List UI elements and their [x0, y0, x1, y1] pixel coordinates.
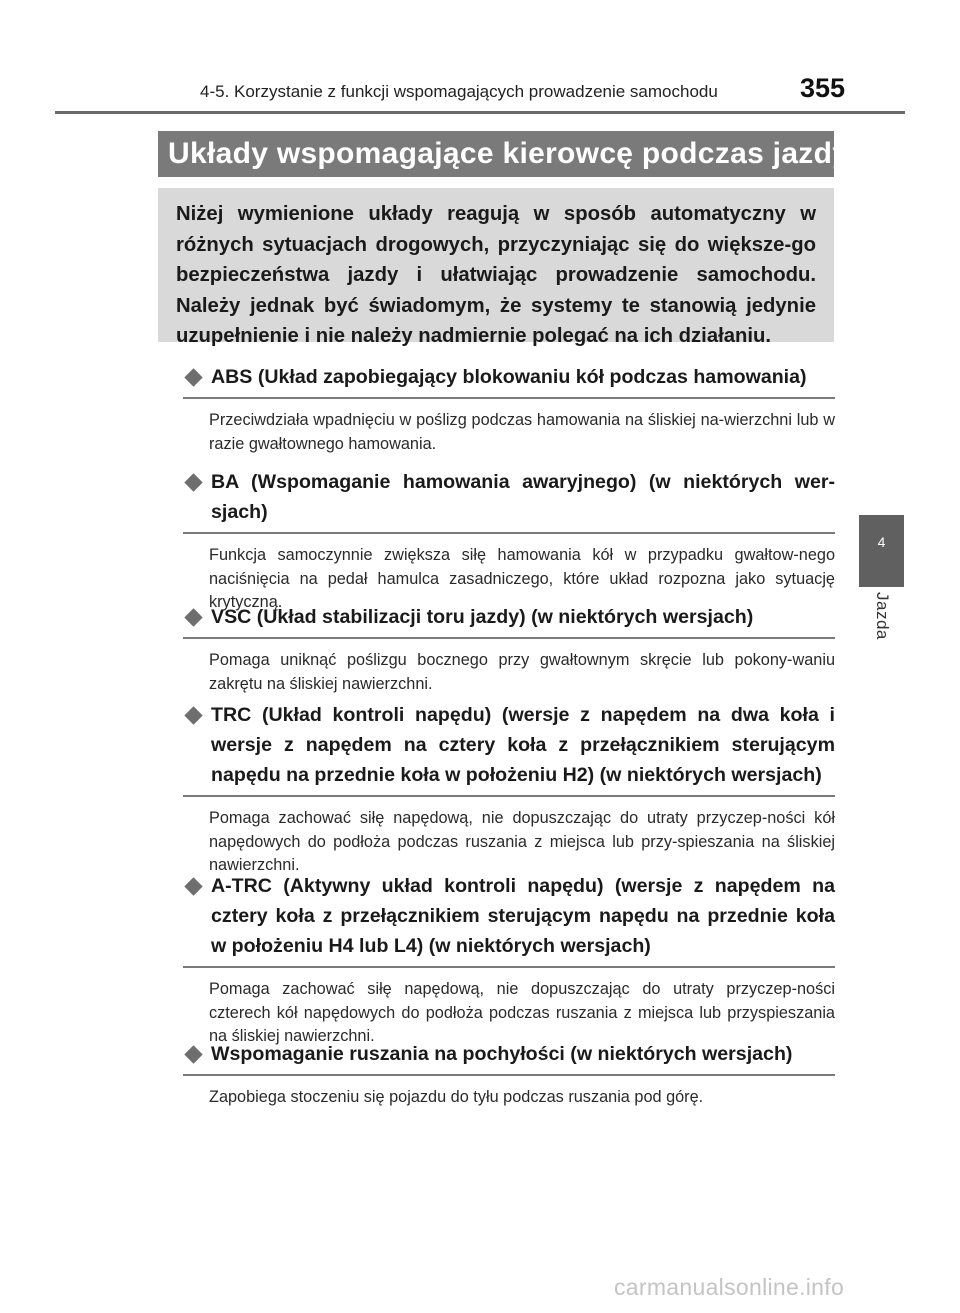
section-hill-start	[183, 1039, 835, 1110]
section-divider	[183, 397, 835, 399]
section-heading	[183, 362, 835, 392]
section-body: Pomaga zachować siłę napędową, nie dopuszczając do utraty przyczep-ności kół napędowych do podłoża podczas ruszania z miejsca lub przy-spieszania na śliskiej nawierzchni.	[209, 809, 835, 874]
diamond-bullet-icon	[184, 706, 202, 724]
intro-box	[158, 188, 834, 348]
chapter-tab: 4	[859, 515, 904, 587]
section-heading	[183, 700, 835, 790]
section-ba	[183, 467, 835, 615]
header-rule	[55, 111, 905, 114]
section-divider	[183, 1074, 835, 1076]
section-vsc	[183, 602, 835, 696]
section-heading-text: A-TRC (Aktywny układ kontroli napędu) (wersje z napędem na cztery koła z przełącznikiem sterującym napędu na przednie koła w położeniu H4 lub L4) (w niektórych wersjach)	[211, 875, 835, 957]
section-body: Pomaga zachować siłę napędową, nie dopuszczając do utraty przyczep-ności czterech kół napędowych do podłoża podczas ruszania z miejsca lub przyspieszania na śliskiej nawierzchni.	[209, 980, 835, 1045]
section-divider	[183, 795, 835, 797]
diamond-bullet-icon	[184, 877, 202, 895]
section-divider	[183, 637, 835, 639]
intro-text: Niżej wymienione układy reagują w sposób automatyczny w różnych sytuacjach drogowych, przyczyniając się do większe-go bezpieczeństwa jazdy i ułatwiając prowadzenie samochodu. Należy jednak być świadomym, że systemy te stanowią jedynie uzupełnienie i nie należy nadmiernie polegać na ich działaniu.	[176, 203, 816, 348]
diamond-bullet-icon	[184, 608, 202, 626]
section-body: Funkcja samoczynnie zwiększa siłę hamowania kół w przypadku gwałtow-nego naciśnięcia na pedał hamulca zasadniczego, które układ rozpozna jako sytuację krytyczną.	[209, 546, 835, 611]
diamond-bullet-icon	[184, 368, 202, 386]
section-heading	[183, 602, 835, 632]
diamond-bullet-icon	[184, 1045, 202, 1063]
page-number: 355	[800, 73, 846, 103]
section-divider	[183, 532, 835, 534]
section-abs	[183, 362, 835, 456]
section-body: Przeciwdziała wpadnięciu w poślizg podczas hamowania na śliskiej na-wierzchni lub w razie gwałtownego hamowania.	[209, 411, 835, 453]
chapter-label: Jazda	[873, 592, 892, 640]
section-heading-text: TRC (Układ kontroli napędu) (wersje z napędem na dwa koła i wersje z napędem na cztery koła z przełącznikiem sterującym napędu na przednie koła w położeniu H2) (w niektórych wersjach)	[211, 704, 835, 786]
section-body: Zapobiega stoczeniu się pojazdu do tyłu podczas ruszania pod górę.	[209, 1088, 704, 1106]
diamond-bullet-icon	[184, 473, 202, 491]
section-trc	[183, 700, 835, 878]
section-body: Pomaga uniknąć poślizgu bocznego przy gwałtownym skręcie lub pokony-waniu zakrętu na śliskiej nawierzchni.	[209, 651, 835, 693]
section-heading	[183, 1039, 835, 1069]
section-a-trc	[183, 871, 835, 1049]
section-heading-text: BA (Wspomaganie hamowania awaryjnego) (w niektórych wer-sjach)	[211, 471, 835, 523]
watermark: carmanualsonline.info	[614, 1274, 845, 1300]
section-heading-text: VSC (Układ stabilizacji toru jazdy) (w niektórych wersjach)	[211, 606, 754, 628]
section-heading	[183, 467, 835, 527]
section-heading-text: Wspomaganie ruszania na pochyłości (w niektórych wersjach)	[211, 1043, 793, 1065]
page-title: Układy wspomagające kierowcę podczas jazdy	[158, 131, 834, 177]
section-heading-text: ABS (Układ zapobiegający blokowaniu kół podczas hamowania)	[211, 366, 807, 388]
section-divider	[183, 966, 835, 968]
header-section-title: 4-5. Korzystanie z funkcji wspomagających prowadzenie samochodu	[200, 82, 718, 101]
section-heading	[183, 871, 835, 961]
